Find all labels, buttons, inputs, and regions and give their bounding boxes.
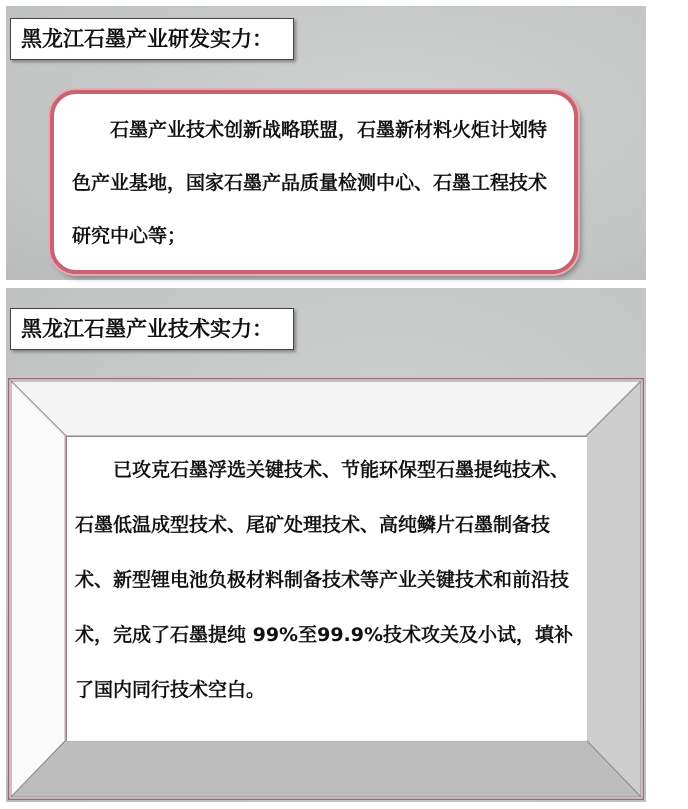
- tech-strength-bevel-frame: [8, 378, 644, 800]
- rd-strength-heading: 黑龙江石墨产业研发实力：: [10, 18, 294, 60]
- tech-strength-text-area: [66, 436, 587, 741]
- tech-strength-panel: [6, 288, 646, 802]
- tech-strength-heading: 黑龙江石墨产业技术实力：: [10, 308, 294, 350]
- rd-strength-text: 石墨产业技术创新战略联盟，石墨新材料火炬计划特色产业基地，国家石墨产品质量检测中心、石墨工程技术研究中心等；: [72, 119, 548, 247]
- tech-strength-text: 已攻克石墨浮选关键技术、节能环保型石墨提纯技术、石墨低温成型技术、尾矿处理技术、高纯鳞片石墨制备技术、新型锂电池负极材料制备技术等产业关键技术和前沿技术，完成了石墨提纯 99%至99.9%技术攻关及小试，填补了国内同行技术空白。: [75, 459, 574, 701]
- rd-strength-text-box: [50, 90, 578, 274]
- rd-strength-panel: [6, 6, 646, 280]
